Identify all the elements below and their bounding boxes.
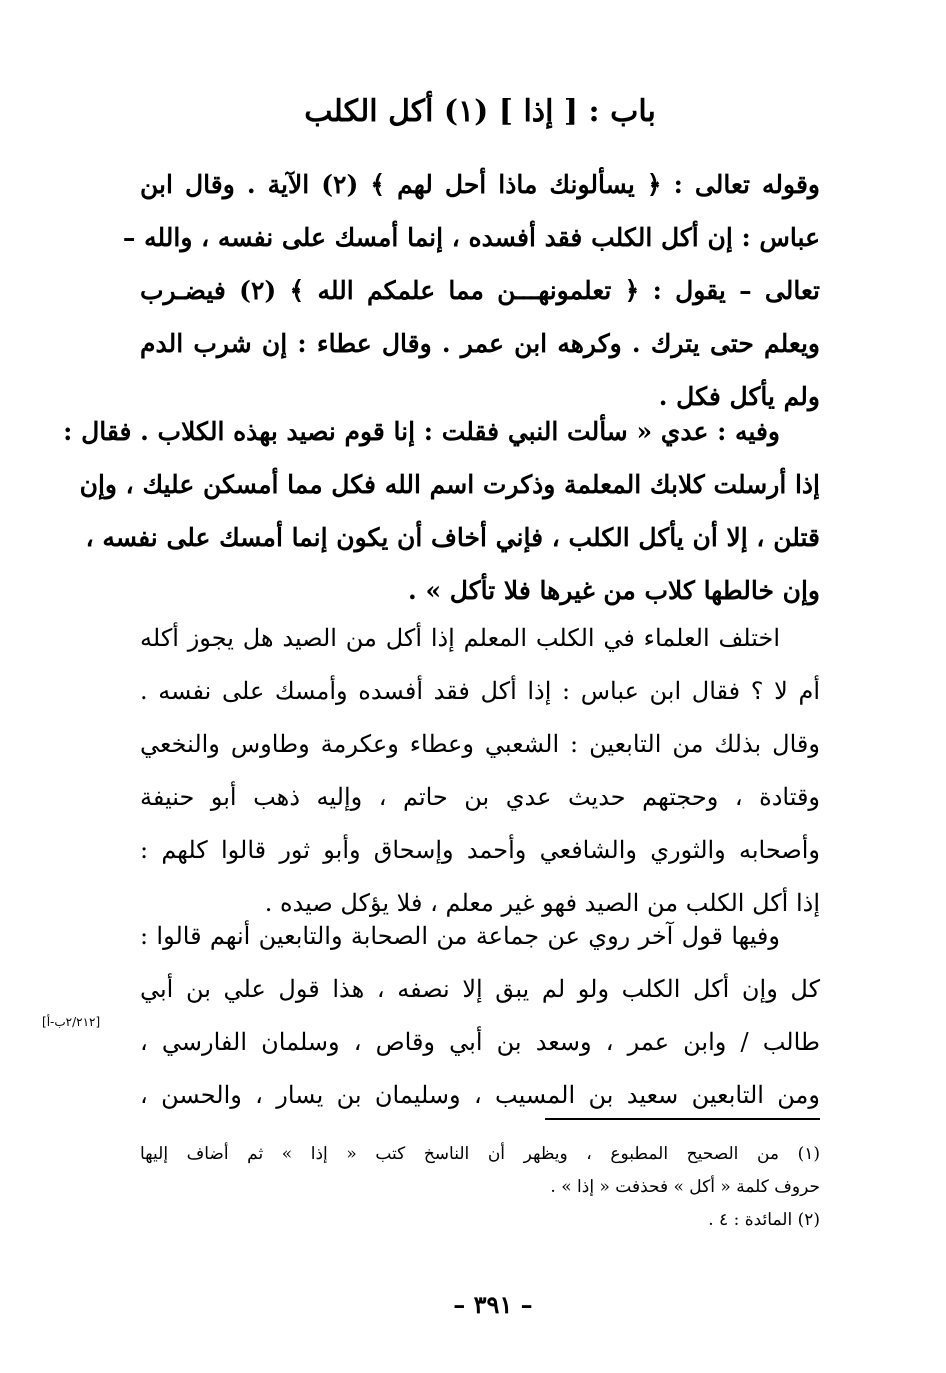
text-line: تعالى – يقول : ﴿ تعلمونهـــن مما علمكم الله ﴾ (٢) فيضـرب <box>140 276 820 305</box>
page-number: – ٣٩١ – <box>453 1290 533 1319</box>
text-line: اختلف العلماء في الكلب المعلم إذا أكل من الصيد هل يجوز أكله <box>140 624 780 652</box>
paragraph-verse-commentary <box>122 158 820 423</box>
text-line: ويعلم حتى يترك . وكرهه ابن عمر . وقال عطاء : إن شرب الدم <box>140 329 820 358</box>
text-line: ومن التابعين سعيد بن المسيب ، وسليمان بن يسار ، والحسن ، <box>140 1081 820 1109</box>
footnote-1: (١) من الصحيح المطبوع ، ويظهر أن الناسخ كتب « إذا » ثم أضاف إليها <box>140 1144 820 1164</box>
text-line: أم لا ؟ فقال ابن عباس : إذا أكل فقد أفسده وأمسك على نفسه . <box>140 677 820 705</box>
paragraph-other-opinion <box>140 910 820 1122</box>
text-line: عباس : إن أكل الكلب فقد أفسده ، إنما أمسك على نفسه ، والله – <box>122 223 820 252</box>
footnote-2: (٢) المائدة : ٤ . <box>708 1210 820 1230</box>
text-line: ولم يأكل فكل . <box>658 382 820 411</box>
text-line: وفيه : عدي « سألت النبي فقلت : إنا قوم نصيد بهذه الكلاب . فقال : <box>63 417 780 446</box>
footnote-separator <box>545 1118 820 1120</box>
text-line: وفيها قول آخر روي عن جماعة من الصحابة والتابعين أنهم قالوا : <box>140 922 780 950</box>
text-line: كل وإن أكل الكلب ولو لم يبق إلا نصفه ، هذا قول علي بن أبي <box>140 975 820 1003</box>
text-line: إذا أكل الكلب من الصيد فهو غير معلم ، فلا يؤكل صيده . <box>264 889 820 917</box>
footnote-1-continuation: حروف كلمة « أكل » فحذفت « إذا » . <box>550 1177 820 1197</box>
chapter-title: باب : [ إذا ] (١) أكل الكلب <box>304 94 656 129</box>
text-line: وقوله تعالى : ﴿ يسألونك ماذا أحل لهم ﴾ (٢) الآية . وقال ابن <box>140 170 820 199</box>
text-line: إذا أرسلت كلابك المعلمة وذكرت اسم الله فكل مما أمسكن عليك ، وإن <box>79 470 820 499</box>
text-line: قتلن ، إلا أن يأكل الكلب ، فإني أخاف أن يكون إنما أمسك على نفسه ، <box>85 523 820 552</box>
footnotes <box>140 1138 820 1237</box>
manuscript-folio-reference: [٢/٢١٢ب-أ] <box>42 1015 101 1029</box>
text-line: وإن خالطها كلاب من غيرها فلا تأكل » . <box>408 576 820 605</box>
paragraph-scholars-opinion <box>140 612 820 930</box>
text-line: وقال بذلك من التابعين : الشعبي وعطاء وعكرمة وطاوس والنخعي <box>140 730 820 758</box>
text-line: وأصحابه والثوري والشافعي وأحمد وإسحاق وأبو ثور قالوا كلهم : <box>140 836 820 864</box>
text-line: وقتادة ، وحجتهم حديث عدي بن حاتم ، وإليه ذهب أبو حنيفة <box>140 783 821 811</box>
paragraph-hadith <box>63 405 820 617</box>
text-line: طالب / وابن عمر ، وسعد بن أبي وقاص ، وسلمان الفارسي ، <box>140 1028 820 1056</box>
